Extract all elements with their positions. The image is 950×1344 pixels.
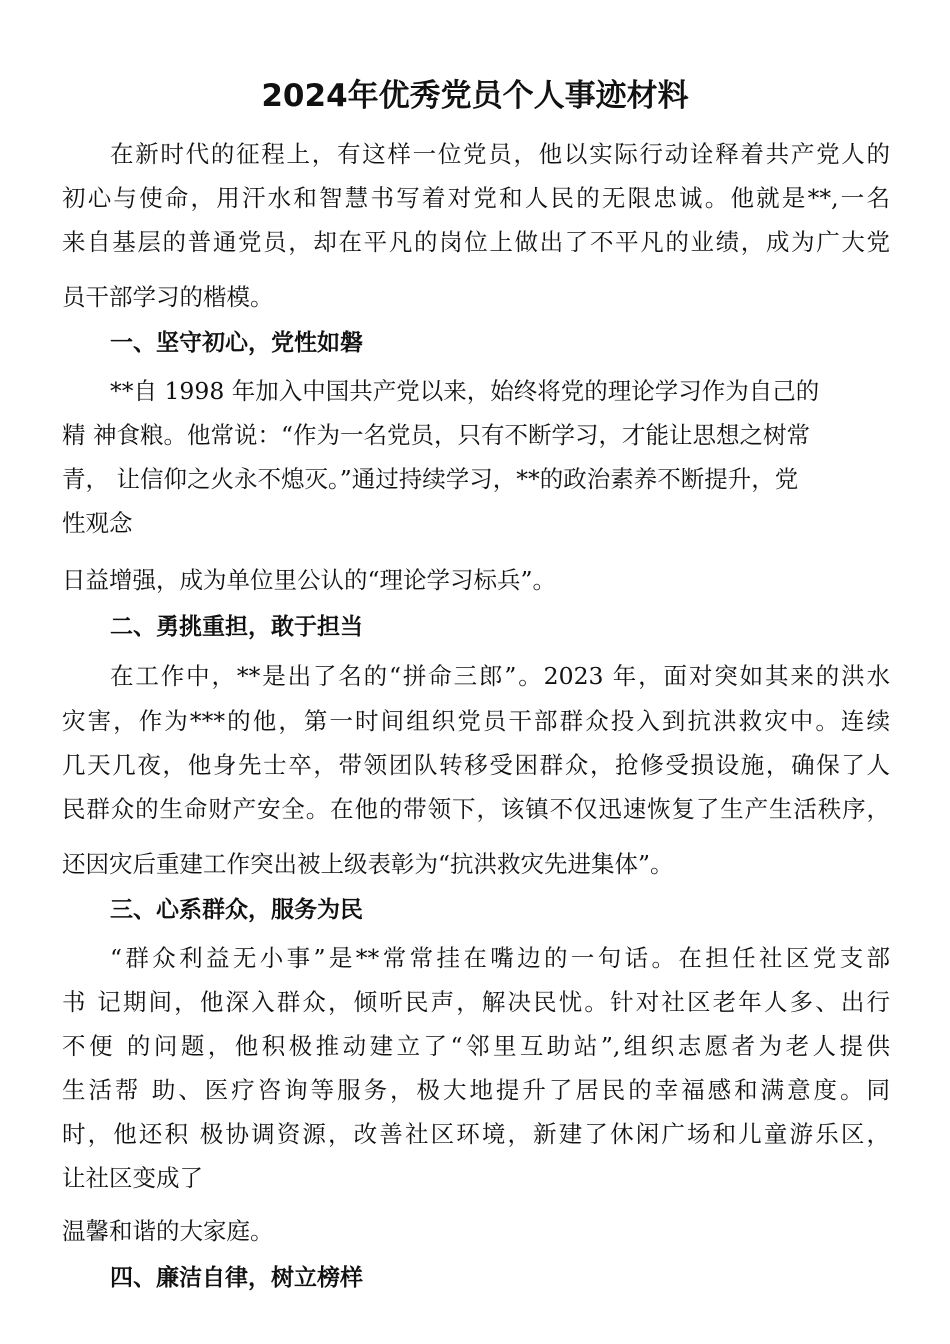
section-heading-1: 一、坚守初心，党性如磐 [110,330,363,356]
intro-line-4: 员干部学习的楷模。 [62,283,274,311]
section-heading-2: 二、勇挑重担，敢于担当 [110,614,363,640]
intro-line-3: 来自基层的普通党员，却在平凡的岗位上做出了不平凡的业绩，成为广大党 [62,228,890,256]
intro-line-2: 初心与使命，用汗水和智慧书写着对党和人民的无限忠诚。他就是**,一名 [62,184,890,212]
section-heading-4: 四、廉洁自律，树立榜样 [110,1265,363,1291]
section-1-line-1: **自 1998 年加入中国共产党以来，始终将党的理论学习作为自己的 [110,377,820,405]
section-2-line-1: 在工作中，**是出了名的“拼命三郎”。2023 年，面对突如其来的洪水 [110,662,890,690]
document-title: 2024年优秀党员个人事迹材料 [261,78,689,114]
section-3-line-3: 不便 的问题，他积极推动建立了“邻里互助站”,组织志愿者为老人提供 [62,1032,890,1060]
section-3-line-6: 让社区变成了 [62,1164,203,1192]
section-1-line-4: 性观念 [62,509,133,537]
section-heading-3: 三、心系群众，服务为民 [110,897,363,923]
section-3-line-5: 时，他还积 极协调资源，改善社区环境，新建了休闲广场和儿童游乐区， [62,1120,890,1148]
section-2-line-5: 还因灾后重建工作突出被上级表彰为“抗洪救灾先进集体”。 [62,850,674,878]
section-2-line-2: 灾害，作为***的他，第一时间组织党员干部群众投入到抗洪救灾中。连续 [62,707,890,735]
section-3-line-4: 生活帮 助、医疗咨询等服务，极大地提升了居民的幸福感和满意度。同 [62,1076,890,1104]
section-1-line-5: 日益增强，成为单位里公认的“理论学习标兵”。 [62,566,557,594]
section-3-line-7: 温馨和谐的大家庭。 [62,1217,274,1245]
section-1-line-2: 精 神食粮。他常说：“作为一名党员，只有不断学习，才能让思想之树常 [62,421,810,449]
section-1-line-3: 青， 让信仰之火永不熄灭。”通过持续学习，**的政治素养不断提升，党 [62,465,799,493]
intro-line-1: 在新时代的征程上，有这样一位党员，他以实际行动诠释着共产党人的 [110,140,890,168]
section-3-line-2: 书 记期间，他深入群众，倾听民声，解决民忧。针对社区老年人多、出行 [62,988,890,1016]
section-2-line-3: 几天几夜，他身先士卒，带领团队转移受困群众，抢修受损设施，确保了人 [62,751,890,779]
section-2-line-4: 民群众的生命财产安全。在他的带领下，该镇不仅迅速恢复了生产生活秩序， [62,795,890,823]
section-3-line-1: “群众利益无小事”是**常常挂在嘴边的一句话。在担任社区党支部 [110,944,890,972]
